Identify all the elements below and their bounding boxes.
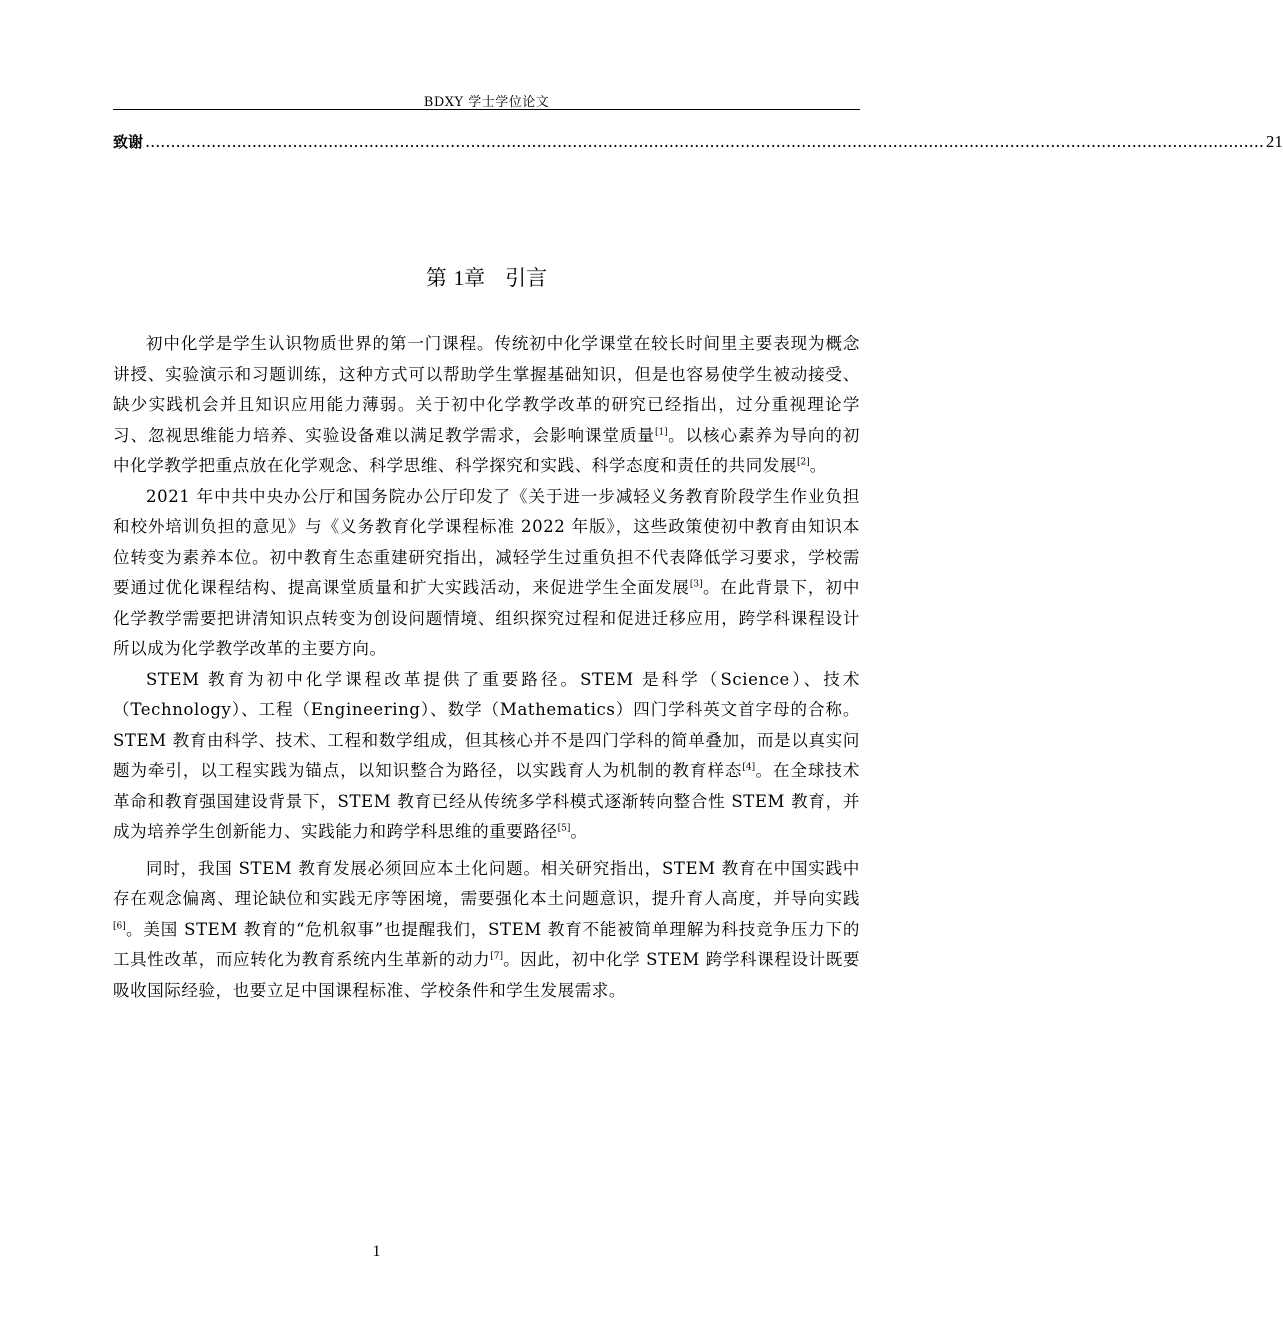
paragraph xyxy=(113,482,860,665)
paragraph xyxy=(113,665,860,848)
toc-entry-label: 致谢 xyxy=(113,133,144,151)
chapter-suffix: 章 xyxy=(464,266,486,290)
toc-entry-page: 21 xyxy=(1265,132,1283,151)
chapter-prefix: 第 xyxy=(425,266,447,290)
paragraph-text: STEM 教育为初中化学课程改革提供了重要路径。STEM 是科学（Science）、技术（Technology）、工程（Engineering）、数学（Mathematics）四门学科英文首字母的合称。STEM 教育由科学、技术、工程和数学组成，但其核心并不是四门学科的简单叠加，而是以真实问题为牵引，以工程实践为锚点，以知识整合为路径，以实践育人为机制的教育样态 xyxy=(113,669,860,780)
paragraph-text: 。以核心素养为导向的初中化学教学把重点放在化学观念、科学思维、科学探究和实践、科学态度和责任的共同发展 xyxy=(113,425,860,475)
paragraph-text: 初中化学是学生认识物质世界的第一门课程。传统初中化学课堂在较长时间里主要表现为概念讲授、实验演示和习题训练，这种方式可以帮助学生掌握基础知识，但是也容易使学生被动接受、缺少实践机会并且知识应用能力薄弱。关于初中化学教学改革的研究已经指出，过分重视理论学习、忽视思维能力培养、实验设备难以满足教学需求，会影响课堂质量 xyxy=(113,334,860,445)
paragraph-text: 2021 年中共中央办公厅和国务院办公厅印发了《关于进一步减轻义务教育阶段学生作业负担和校外培训负担的意见》与《义务教育化学课程标准 2022 年版》，这些政策使初中教育由知识本位转变为素养本位。初中教育生态重建研究指出，减轻学生过重负担不代表降低学习要求，学校需要通过优化课程结构、提高课堂质量和扩大实践活动，来促进学生全面发展 xyxy=(113,486,860,597)
paragraph-text: 。在此背景下，初中化学教学需要把讲清知识点转变为创设问题情境、组织探究过程和促进迁移应用，跨学科课程设计所以成为化学教学改革的主要方向。 xyxy=(113,578,860,658)
paragraph-text: 。美国 STEM 教育的“危机叙事”也提醒我们，STEM 教育不能被简单理解为科技竞争压力下的工具性改革，而应转化为教育系统内生革新的动力 xyxy=(113,919,860,969)
chapter-body xyxy=(113,329,860,1006)
page-number: 1 xyxy=(372,1243,381,1260)
citation-ref[interactable]: [1] xyxy=(654,427,668,437)
citation-ref[interactable]: [5] xyxy=(557,823,571,834)
chapter-number: 1 xyxy=(453,266,465,290)
citation-ref[interactable]: [7] xyxy=(490,951,504,962)
chapter-heading xyxy=(113,262,860,292)
toc-dot-leader: ............................................................................................................................................................................................................................ xyxy=(145,132,1264,151)
header-rule xyxy=(113,109,860,110)
citation-ref[interactable]: [4] xyxy=(742,762,756,773)
toc-entry-acknowledgements[interactable] xyxy=(113,131,1283,153)
paragraph xyxy=(113,854,860,1007)
paragraph xyxy=(113,329,860,482)
paragraph-text: 。 xyxy=(809,456,827,475)
running-header: BDXY 学士学位论文 xyxy=(423,95,550,110)
citation-ref[interactable]: [2] xyxy=(797,457,810,468)
paragraph-text: 。在全球技术革命和教育强国建设背景下，STEM 教育已经从传统多学科模式逐渐转向整合性 STEM 教育，并成为培养学生创新能力、实践能力和跨学科思维的重要路径 xyxy=(113,761,860,841)
citation-ref[interactable]: [6] xyxy=(113,921,126,931)
paragraph-text: 。 xyxy=(570,822,588,841)
chapter-title-text: 引言 xyxy=(505,266,548,290)
paragraph-text: 。因此，初中化学 STEM 跨学科课程设计既要吸收国际经验，也要立足中国课程标准、学校条件和学生发展需求。 xyxy=(113,950,860,1000)
paragraph-text: 同时，我国 STEM 教育发展必须回应本土化问题。相关研究指出，STEM 教育在中国实践中存在观念偏离、理论缺位和实践无序等困境，需要强化本土问题意识，提升育人高度，并导向实践 xyxy=(113,858,860,908)
citation-ref[interactable]: [3] xyxy=(689,579,703,590)
